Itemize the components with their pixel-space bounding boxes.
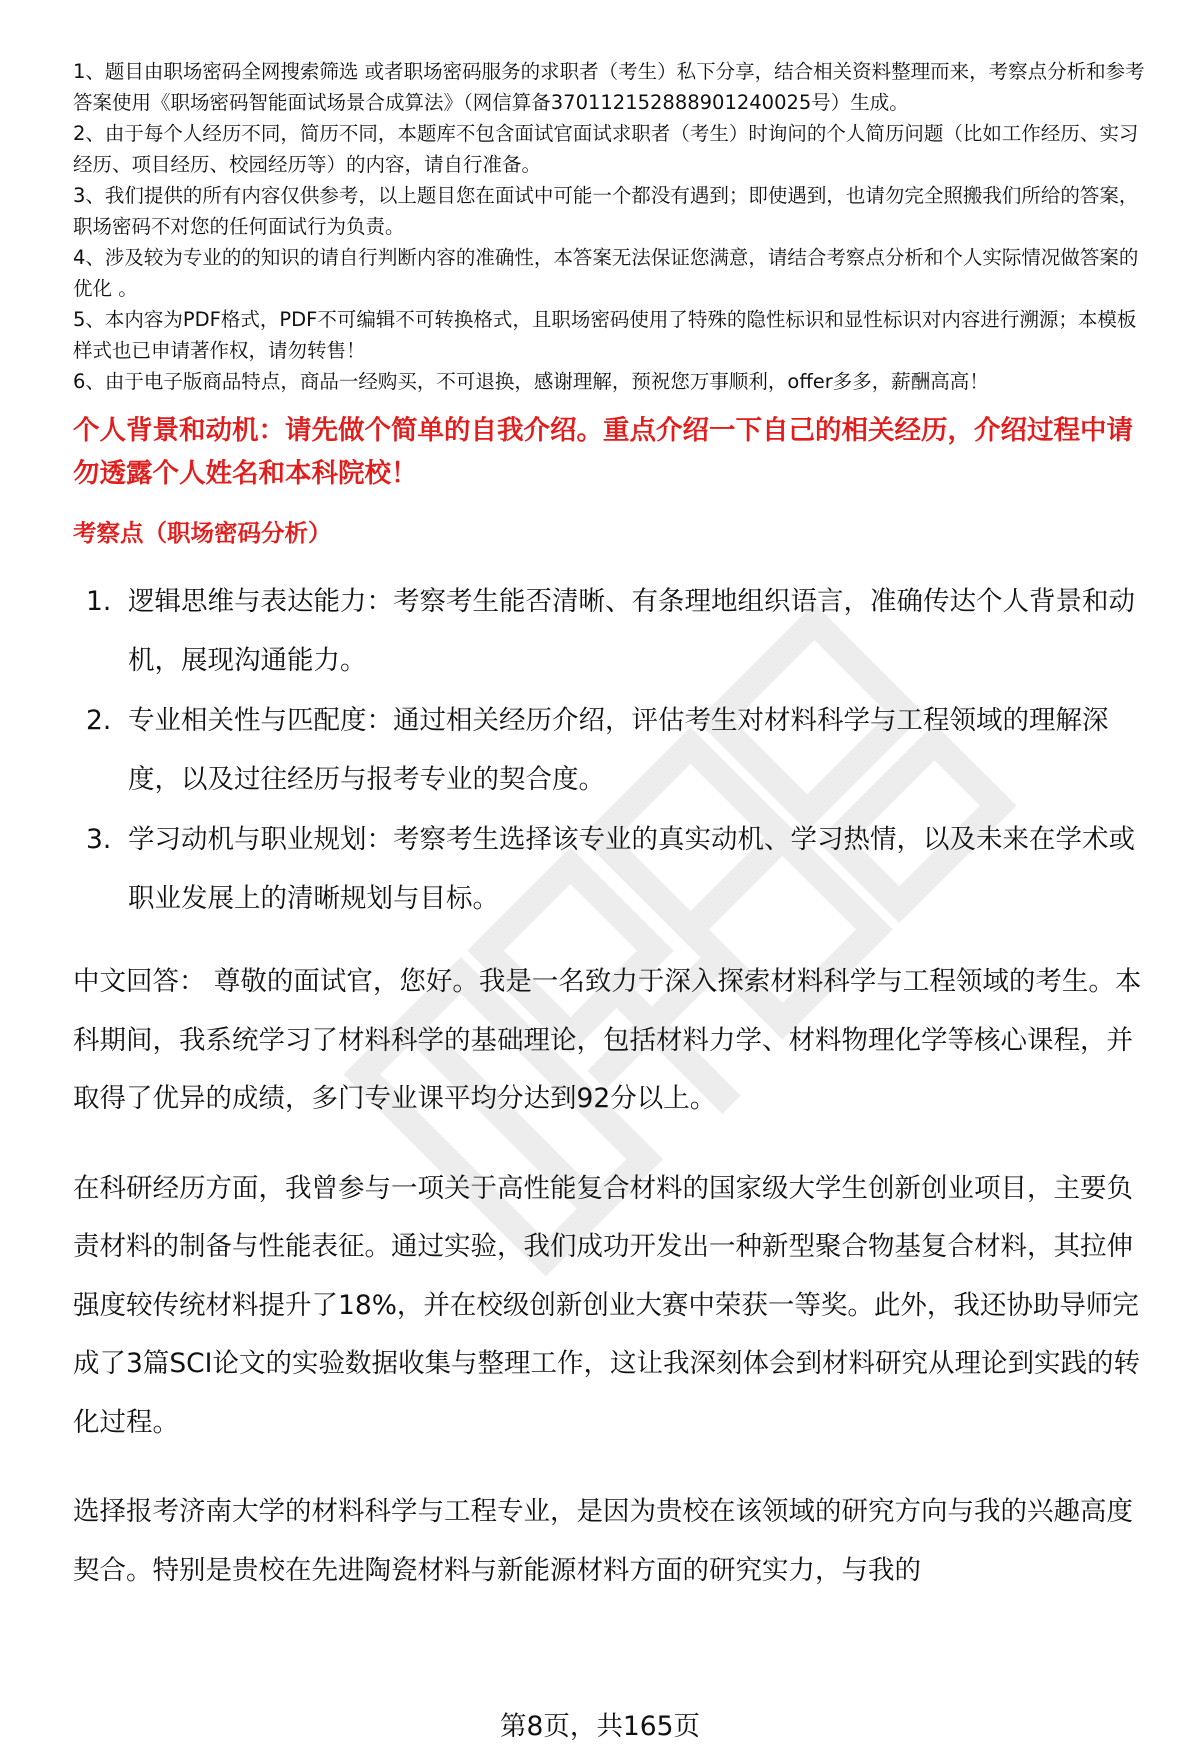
disclaimer-item: 2、由于每个人经历不同，简历不同，本题库不包含面试官面试求职者（考生）时询问的个人简历问题（比如工作经历、实习经历、项目经历、校园经历等）的内容，请自行准备。 (73, 122, 1139, 176)
answer-paragraph: 中文回答： 尊敬的面试官，您好。我是一名致力于深入探索材料科学与工程领域的考生。本科期间，我系统学习了材料科学的基础理论，包括材料力学、材料物理化学等核心课程，并取得了优异的成绩，多门专业课平均分达到92分以上。 (73, 966, 1142, 1114)
interview-question: 个人背景和动机：请先做个简单的自我介绍。重点介绍一下自己的相关经历，介绍过程中请勿透露个人姓名和本科院校！ (73, 415, 1133, 489)
disclaimer-item: 6、由于电子版商品特点，商品一经购买，不可退换，感谢理解，预祝您万事顺利，offer多多，薪酬高高！ (73, 370, 989, 393)
document-page (73, 56, 1153, 1600)
answer-paragraph: 在科研经历方面，我曾参与一项关于高性能复合材料的国家级大学生创新创业项目，主要负责材料的制备与性能表征。通过实验，我们成功开发出一种新型聚合物基复合材料，其拉伸强度较传统材料提升了18%，并在校级创新创业大赛中荣获一等奖。此外，我还协助导师完成了3篇SCI论文的实验数据收集与整理工作，这让我深刻体会到材料研究从理论到实践的转化过程。 (73, 1172, 1140, 1438)
point-number: 1. (86, 586, 112, 617)
point-number: 3. (86, 824, 112, 855)
point-text: 专业相关性与匹配度：通过相关经历介绍，评估考生对材料科学与工程领域的理解深度，以及过往经历与报考专业的契合度。 (128, 705, 1109, 795)
analysis-heading: 考察点（职场密码分析） (73, 519, 332, 547)
point-text: 学习动机与职业规划：考察考生选择该专业的真实动机、学习热情，以及未来在学术或职业发展上的清晰规划与目标。 (128, 824, 1135, 914)
analysis-point (73, 811, 1153, 928)
disclaimer-item: 1、题目由职场密码全网搜索筛选 或者职场密码服务的求职者（考生）私下分享，结合相关资料整理而来，考察点分析和参考答案使用《职场密码智能面试场景合成算法》（网信算备370112152888901240025号）生成。 (73, 60, 1145, 114)
analysis-points (73, 573, 1153, 928)
point-text: 逻辑思维与表达能力：考察考生能否清晰、有条理地组织语言，准确传达个人背景和动机，展现沟通能力。 (128, 586, 1135, 676)
disclaimer-item: 3、我们提供的所有内容仅供参考，以上题目您在面试中可能一个都没有遇到；即使遇到，也请勿完全照搬我们所给的答案，职场密码不对您的任何面试行为负责。 (73, 184, 1139, 238)
answer-paragraph: 选择报考济南大学的材料科学与工程专业，是因为贵校在该领域的研究方向与我的兴趣高度契合。特别是贵校在先进陶瓷材料与新能源材料方面的研究实力，与我的 (73, 1496, 1133, 1586)
point-number: 2. (86, 705, 112, 736)
page-number: 第8页，共165页 (500, 1711, 700, 1742)
disclaimer-notes (73, 56, 1153, 397)
analysis-point (73, 692, 1153, 809)
analysis-point (73, 573, 1153, 690)
disclaimer-item: 4、涉及较为专业的的知识的请自行判断内容的准确性，本答案无法保证您满意，请结合考察点分析和个人实际情况做答案的优化 。 (73, 246, 1139, 300)
disclaimer-item: 5、本内容为PDF格式，PDF不可编辑不可转换格式，且职场密码使用了特殊的隐性标识和显性标识对内容进行溯源；本模板样式也已申请著作权，请勿转售！ (73, 308, 1137, 362)
